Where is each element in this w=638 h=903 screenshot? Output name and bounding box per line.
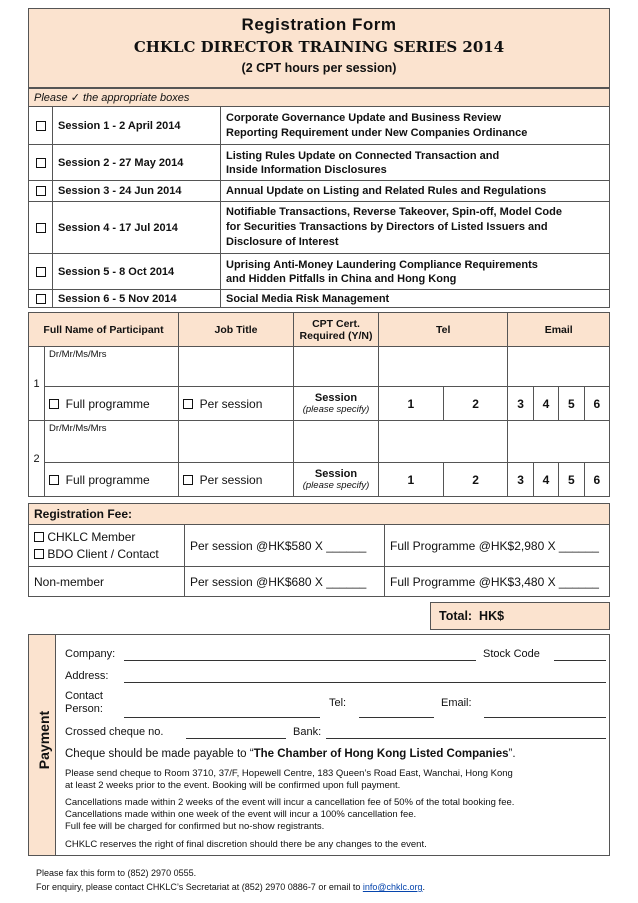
instruction: Please ✓ the appropriate boxes [29, 89, 610, 107]
session-row [29, 145, 610, 181]
registration-fee-table: Registration Fee: CHKLC Member BDO Client / Contact Per session @HK$580 X ______ Full Programme @HK$2,980 X ______ Non-member Per session @HK$680 X ______ Full Programme @HK$3,480 X ______ [28, 503, 610, 597]
nonmember-session-fee: Per session @HK$680 X ______ [185, 567, 385, 597]
stock-code-input[interactable] [554, 660, 606, 661]
email-field[interactable] [508, 347, 610, 387]
cpt-field[interactable] [294, 421, 379, 463]
session-topic: Uprising Anti-Money Laundering Compliance Requirements and Hidden Pitfalls in China and Hong Kong [221, 254, 610, 290]
session-row [29, 181, 610, 202]
cpt-field[interactable] [294, 347, 379, 387]
session-row [29, 290, 610, 308]
session-label: Session 2 - 27 May 2014 [53, 145, 221, 181]
series-title: CHKLC DIRECTOR TRAINING SERIES 2014 [133, 38, 505, 56]
total-field[interactable]: Total: HK$ [430, 602, 610, 630]
email-input[interactable] [484, 717, 606, 718]
session-label: Session 4 - 17 Jul 2014 [53, 202, 221, 254]
full-programme-checkbox[interactable] [49, 475, 59, 485]
session-2-checkbox[interactable] [36, 158, 46, 168]
participant-1-options: Full programme Per session Session (please specify) 1 2 3 4 5 6 [29, 387, 610, 421]
session-topic: Listing Rules Update on Connected Transaction and Inside Information Disclosures [221, 145, 610, 181]
session-option-3[interactable]: 3 [508, 387, 533, 421]
participant-1-details: 1 Dr/Mr/Ms/Mrs [29, 347, 610, 387]
participant-2-details: 2 Dr/Mr/Ms/Mrs [29, 421, 610, 463]
cpt-hours: (2 CPT hours per session) [241, 61, 397, 75]
address-input[interactable] [124, 682, 606, 683]
session-option-5[interactable]: 5 [559, 387, 584, 421]
footer: Please fax this form to (852) 2970 0555. For enquiry, please contact CHKLC’s Secretariat at (852) 2970 0886-7 or email to info@chklc.org. [36, 868, 426, 892]
name-field[interactable]: Dr/Mr/Ms/Mrs [45, 347, 179, 387]
nonmember-full-fee: Full Programme @HK$3,480 X ______ [385, 567, 610, 597]
chklc-member-checkbox[interactable] [34, 532, 44, 542]
session-option-6[interactable]: 6 [584, 463, 609, 497]
session-3-checkbox[interactable] [36, 186, 46, 196]
tel-field[interactable] [379, 347, 508, 387]
participant-2-options: Full programme Per session Session (please specify) 1 2 3 4 5 6 [29, 463, 610, 497]
job-title-field[interactable] [179, 421, 294, 463]
session-label: Session 1 - 2 April 2014 [53, 107, 221, 145]
session-row [29, 107, 610, 145]
session-topic: Notifiable Transactions, Reverse Takeover, Spin-off, Model Code for Securities Transactions by Directors of Listed Issuers and Disclosure of Interest [221, 202, 610, 254]
session-label: Session 3 - 24 Jun 2014 [53, 181, 221, 202]
session-topic: Corporate Governance Update and Business Review Reporting Requirement under New Companies Ordinance [221, 107, 610, 145]
form-title: Registration Form [241, 15, 397, 34]
form-header [28, 8, 610, 88]
session-label: Session 6 - 5 Nov 2014 [53, 290, 221, 308]
member-full-fee: Full Programme @HK$2,980 X ______ [385, 525, 610, 567]
fee-heading: Registration Fee: [29, 504, 610, 525]
session-option-4[interactable]: 4 [533, 387, 558, 421]
per-session-checkbox[interactable] [183, 475, 193, 485]
session-option-2[interactable]: 2 [443, 387, 508, 421]
participants-header: Full Name of Participant Job Title CPT Cert. Required (Y/N) Tel Email [29, 313, 610, 347]
session-label: Session 5 - 8 Oct 2014 [53, 254, 221, 290]
session-option-4[interactable]: 4 [533, 463, 558, 497]
member-session-fee: Per session @HK$580 X ______ [185, 525, 385, 567]
contact-person-input[interactable] [124, 717, 320, 718]
nonmember-label: Non-member [29, 567, 185, 597]
email-field[interactable] [508, 421, 610, 463]
bank-input[interactable] [326, 738, 606, 739]
email-link[interactable]: info@chklc.org [362, 882, 423, 892]
session-option-3[interactable]: 3 [508, 463, 533, 497]
tel-input[interactable] [359, 717, 434, 718]
session-4-checkbox[interactable] [36, 223, 46, 233]
payment-section: Payment Company: Stock Code Address: Contact Person: Tel: Email: Crossed cheque no. Bank: Cheque should be made payable to “The Chamber of Hong Kong Listed Companies”. Please send cheque to Room 3710, 37/F, Hopewell Centre, 183 Queen’s Road East, Wanchai, Hong Kong at least 2 weeks prior to the event. Booking will be confirmed upon full payment. Cancellations made within 2 weeks of the event will incur a cancellation fee of 50% of the total booking fee. Cancellations made within one week of the event will incur a 100% cancellation fee. Full fee will be charged for confirmed but no-show registrants. CHKLC reserves the right of final discretion should there be any changes to the event. [28, 634, 610, 856]
session-option-1[interactable]: 1 [379, 387, 444, 421]
payable-note: Cheque should be made payable to “The Chamber of Hong Kong Listed Companies”. [65, 748, 516, 760]
bdo-client-checkbox[interactable] [34, 549, 44, 559]
per-session-checkbox[interactable] [183, 399, 193, 409]
session-option-2[interactable]: 2 [443, 463, 508, 497]
name-field[interactable]: Dr/Mr/Ms/Mrs [45, 421, 179, 463]
session-6-checkbox[interactable] [36, 294, 46, 304]
session-row [29, 202, 610, 254]
job-title-field[interactable] [179, 347, 294, 387]
session-5-checkbox[interactable] [36, 267, 46, 277]
company-input[interactable] [124, 660, 476, 661]
session-1-checkbox[interactable] [36, 121, 46, 131]
session-option-5[interactable]: 5 [559, 463, 584, 497]
payment-label: Payment [36, 710, 52, 770]
participants-table [28, 312, 610, 497]
session-option-6[interactable]: 6 [584, 387, 609, 421]
session-topic: Social Media Risk Management [221, 290, 610, 308]
cheque-no-input[interactable] [186, 738, 286, 739]
tel-field[interactable] [379, 421, 508, 463]
sessions-table [28, 88, 610, 308]
session-topic: Annual Update on Listing and Related Rules and Regulations [221, 181, 610, 202]
session-row [29, 254, 610, 290]
session-option-1[interactable]: 1 [379, 463, 444, 497]
full-programme-checkbox[interactable] [49, 399, 59, 409]
